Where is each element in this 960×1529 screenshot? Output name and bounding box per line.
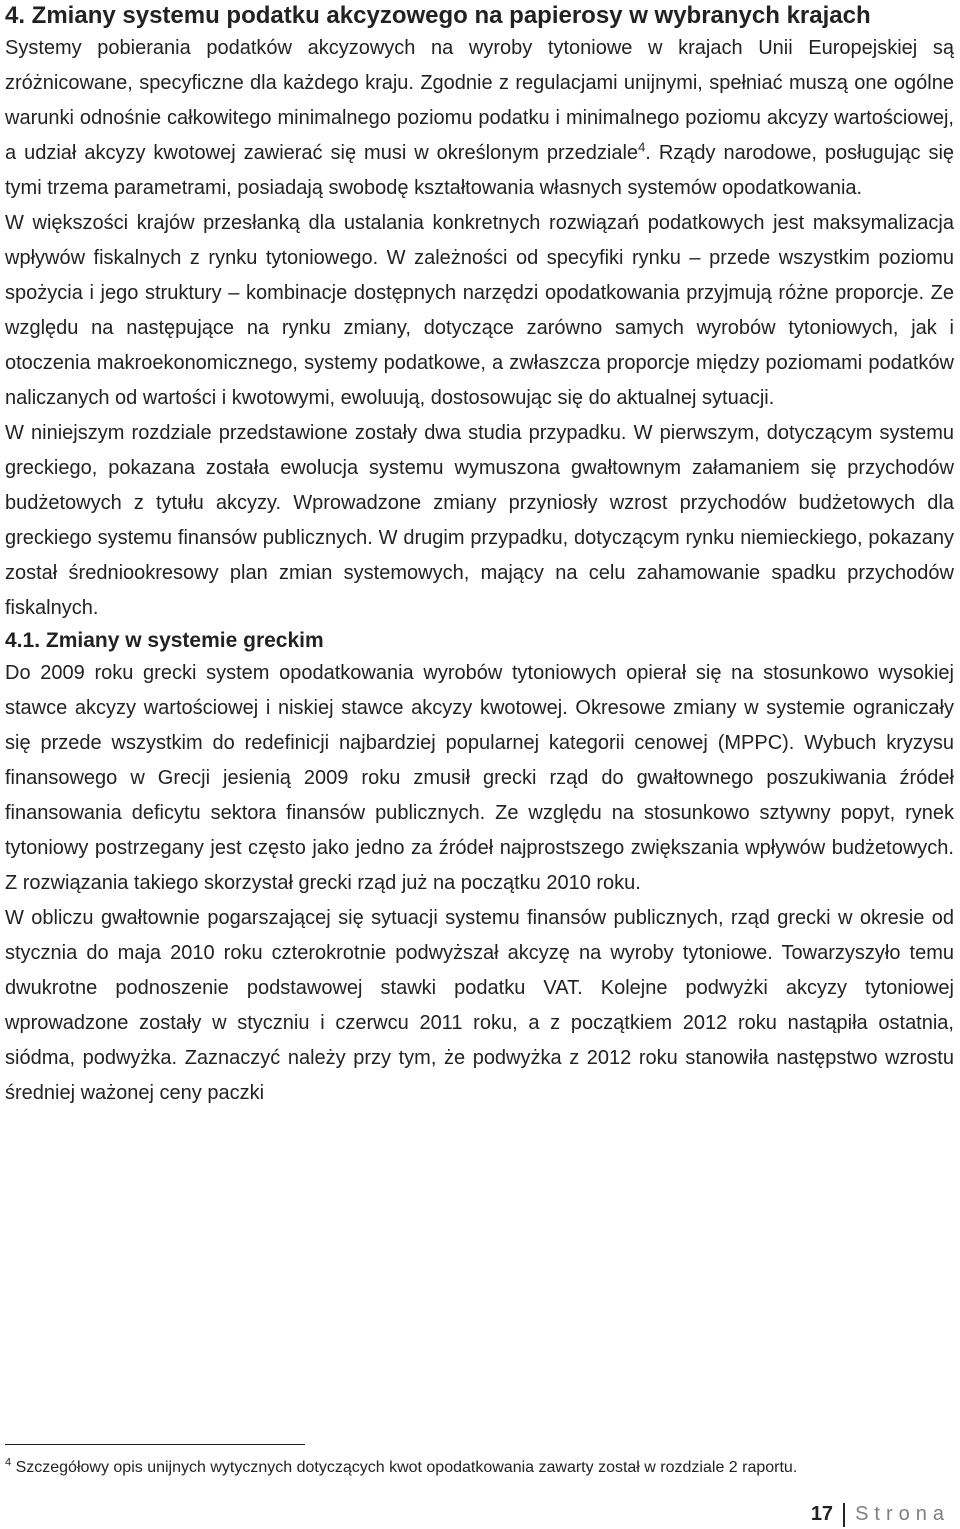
body-paragraph-5: W obliczu gwałtownie pogarszającej się sytuacji systemu finansów publicznych, rząd grecki w okresie od stycznia do maja 2010 roku czterokrotnie podwyższał akcyzę na wyroby tytoniowe. Towarzyszyło temu dwukrotne podnoszenie podstawowej stawki podatku VAT. Kolejne podwyżki akcyzy tytoniowej wprowadzone zostały w styczniu i czerwcu 2011 roku, a z początkiem 2012 roku nastąpiła ostatnia, siódma, podwyżka. Zaznaczyć należy przy tym, że podwyżka z 2012 roku stanowiła następstwo wzrostu średniej ważonej ceny paczki — [5, 907, 954, 1104]
paragraph-text: Systemy pobierania podatków akcyzowych na wyroby tytoniowe w krajach Unii Europejskiej są zróżnicowane, specyficzne dla każdego kraju. Zgodnie z regulacjami unijnymi, spełniać muszą one ogólne warunki odnośnie całkowitego minimalnego poziomu podatku i minimalnego poziomu akcyzy wartościowej, a udział akcyzy kwotowej zawierać się musi w określonym przedziale — [5, 37, 954, 164]
page-label: Strona — [855, 1503, 950, 1525]
paragraph-text: . Rządy narodowe, posługując się tymi trzema parametrami, posiadają swobodę kształtowania własnych systemów opodatkowania. — [5, 142, 955, 199]
body-paragraph-2: W większości krajów przesłanką dla ustalania konkretnych rozwiązań podatkowych jest maksymalizacja wpływów fiskalnych z rynku tytoniowego. W zależności od specyfiki rynku – przede wszystkim poziomu spożycia i jego struktury – kombinacje dostępnych narzędzi opodatkowania przyjmują różne proporcje. Ze względu na następujące na rynku zmiany, dotyczące zarówno samych wyrobów tytoniowych, jak i otoczenia makroekonomicznego, systemy podatkowe, a zwłaszcza proporcje między poziomami podatków naliczanych od wartości i kwotowymi, ewoluują, dostosowując się do aktualnej sytuacji. — [5, 212, 954, 409]
page-footer — [811, 1499, 950, 1529]
footnote-reference[interactable]: 4 — [638, 139, 646, 155]
section-title: 4. Zmiany systemu podatku akcyzowego na papierosy w wybranych krajach — [5, 2, 871, 29]
footnote-marker: 4 — [5, 1456, 12, 1469]
page-number: 17 — [810, 1503, 834, 1525]
body-paragraph-4: Do 2009 roku grecki system opodatkowania wyrobów tytoniowych opierał się na stosunkowo wysokiej stawce akcyzy wartościowej i niskiej stawce akcyzy kwotowej. Okresowe zmiany w systemie ograniczały się przede wszystkim do redefinicji najbardziej popularnej kategorii cenowej (MPPC). Wybuch kryzysu finansowego w Grecji jesienią 2009 roku zmusił grecki rząd do gwałtownego poszukiwania źródeł finansowania deficytu sektora finansów publicznych. Ze względu na stosunkowo sztywny popyt, rynek tytoniowy postrzegany jest często jako jedno za źródeł najprostszego zwiększania wpływów budżetowych. Z rozwiązania takiego skorzystał grecki rząd już na początku 2010 roku. — [5, 662, 954, 894]
footnote-text: Szczegółowy opis unijnych wytycznych dotyczących kwot opodatkowania zawarty został w rozdziale 2 raportu. — [11, 1459, 798, 1476]
body-paragraph-1 — [5, 31, 954, 206]
footnote-divider — [5, 1444, 305, 1445]
body-paragraph-3: W niniejszym rozdziale przedstawione zostały dwa studia przypadku. W pierwszym, dotyczącym systemu greckiego, pokazana została ewolucja systemu wymuszona gwałtownym załamaniem się przychodów budżetowych z tytułu akcyzy. Wprowadzone zmiany przyniosły wzrost przychodów budżetowych dla greckiego systemu finansów publicznych. W drugim przypadku, dotyczącym rynku niemieckiego, pokazany został średniookresowy plan zmian systemowych, mający na celu zahamowanie spadku przychodów fiskalnych. — [5, 422, 954, 619]
subsection-title: 4.1. Zmiany w systemie greckim — [5, 629, 324, 652]
footnote — [5, 1457, 954, 1479]
footer-separator — [843, 1503, 845, 1527]
